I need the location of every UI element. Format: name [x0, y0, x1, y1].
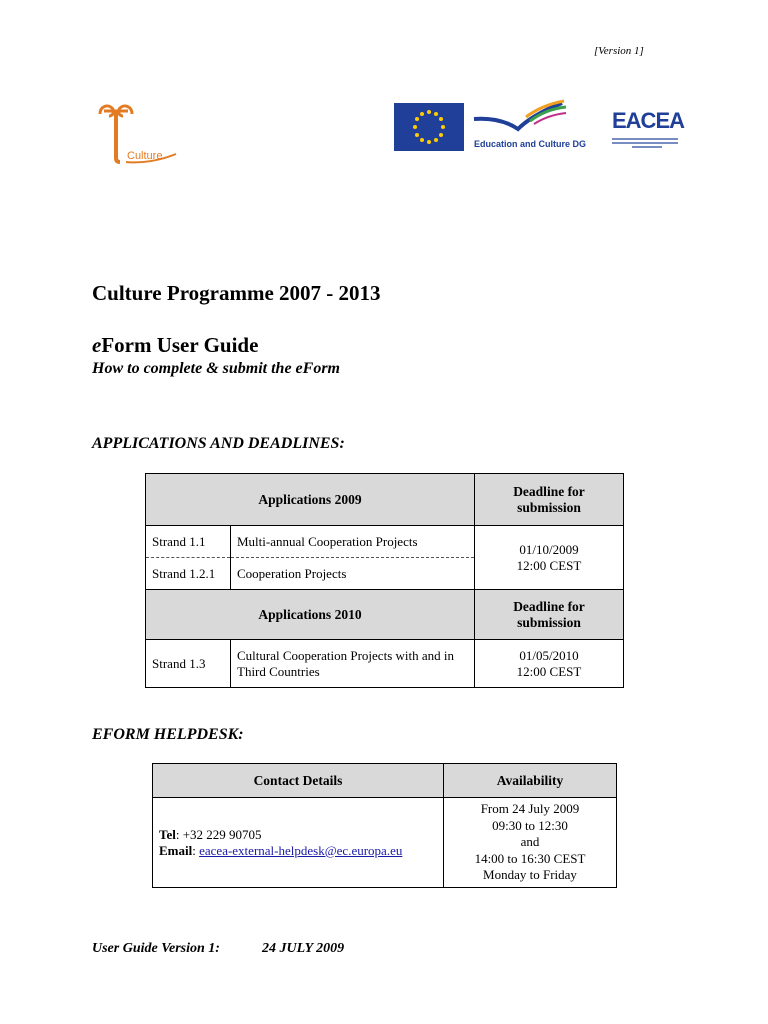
availability-line: From 24 July 2009: [480, 801, 580, 817]
eac-dg-logo: [470, 97, 585, 155]
deadline-2010-time: 12:00 CEST: [516, 663, 582, 679]
availability-cell: [444, 798, 617, 888]
guide-description: How to complete & submit the eForm: [92, 360, 340, 377]
eu-stars-icon: [394, 103, 464, 151]
deadline-header-2010: Deadline for submission: [475, 590, 624, 640]
table-row: [146, 590, 624, 640]
deadline-2009-cell: [475, 526, 624, 590]
footer-label: User Guide Version 1:: [92, 941, 220, 956]
tel-value: : +32 229 90705: [175, 826, 262, 842]
strand-cell: Strand 1.1: [146, 526, 231, 558]
availability-header: Availability: [444, 764, 617, 798]
deadline-header-2009: Deadline for submission: [475, 474, 624, 526]
deadline-2010-date: 01/05/2010: [519, 647, 579, 663]
guide-title-rest: Form User Guide: [101, 333, 259, 357]
availability-line: and: [520, 834, 540, 850]
culture-logo-text: Culture: [127, 150, 163, 162]
table-row: [153, 798, 617, 888]
email-line: [159, 843, 437, 859]
guide-title: [92, 333, 258, 358]
availability-line: Monday to Friday: [483, 867, 577, 883]
table-row: [146, 526, 624, 558]
project-cell: Cooperation Projects: [231, 558, 475, 590]
strand-cell: Strand 1.3: [146, 640, 231, 688]
applications-2009-header: Applications 2009: [146, 474, 475, 526]
availability-line: 09:30 to 12:30: [492, 817, 568, 833]
strand-cell: Strand 1.2.1: [146, 558, 231, 590]
applications-table: [145, 473, 624, 688]
deadline-2009-date: 01/10/2009: [519, 541, 579, 557]
culture-logo: [96, 102, 186, 172]
email-separator: :: [192, 842, 200, 858]
eacea-text: EACEA: [612, 108, 685, 133]
email-label: Email: [159, 842, 193, 858]
email-link[interactable]: eacea-external-helpdesk@ec.europa.eu: [199, 842, 403, 858]
swoosh-icon: [470, 97, 585, 139]
eacea-subtext-icon: [612, 137, 680, 149]
applications-2010-header: Applications 2010: [146, 590, 475, 640]
tel-label: Tel: [159, 826, 176, 842]
table-row: [146, 474, 624, 526]
eu-flag-logo: [394, 103, 464, 151]
deadline-2009-time: 12:00 CEST: [516, 557, 582, 573]
contact-details-header: Contact Details: [153, 764, 444, 798]
contact-details-cell: [153, 798, 444, 888]
helpdesk-table: [152, 763, 617, 888]
helpdesk-section-title: EFORM HELPDESK:: [92, 726, 244, 743]
table-row: [146, 640, 624, 688]
footer: [92, 941, 344, 957]
eacea-logo: [610, 108, 685, 154]
project-cell: Multi-annual Cooperation Projects: [231, 526, 475, 558]
table-row: [153, 764, 617, 798]
page-title: Culture Programme 2007 - 2013: [92, 281, 381, 305]
version-label: [Version 1]: [594, 45, 644, 57]
tel-line: [159, 827, 437, 843]
deadline-2010-cell: [475, 640, 624, 688]
applications-section-title: APPLICATIONS AND DEADLINES:: [92, 435, 345, 452]
project-cell: Cultural Cooperation Projects with and in Third Countries: [231, 640, 475, 688]
availability-line: 14:00 to 16:30 CEST: [474, 850, 586, 866]
footer-date: 24 JULY 2009: [261, 941, 345, 956]
guide-title-prefix: e: [92, 333, 102, 357]
eac-dg-text: Education and Culture DG: [474, 139, 587, 149]
